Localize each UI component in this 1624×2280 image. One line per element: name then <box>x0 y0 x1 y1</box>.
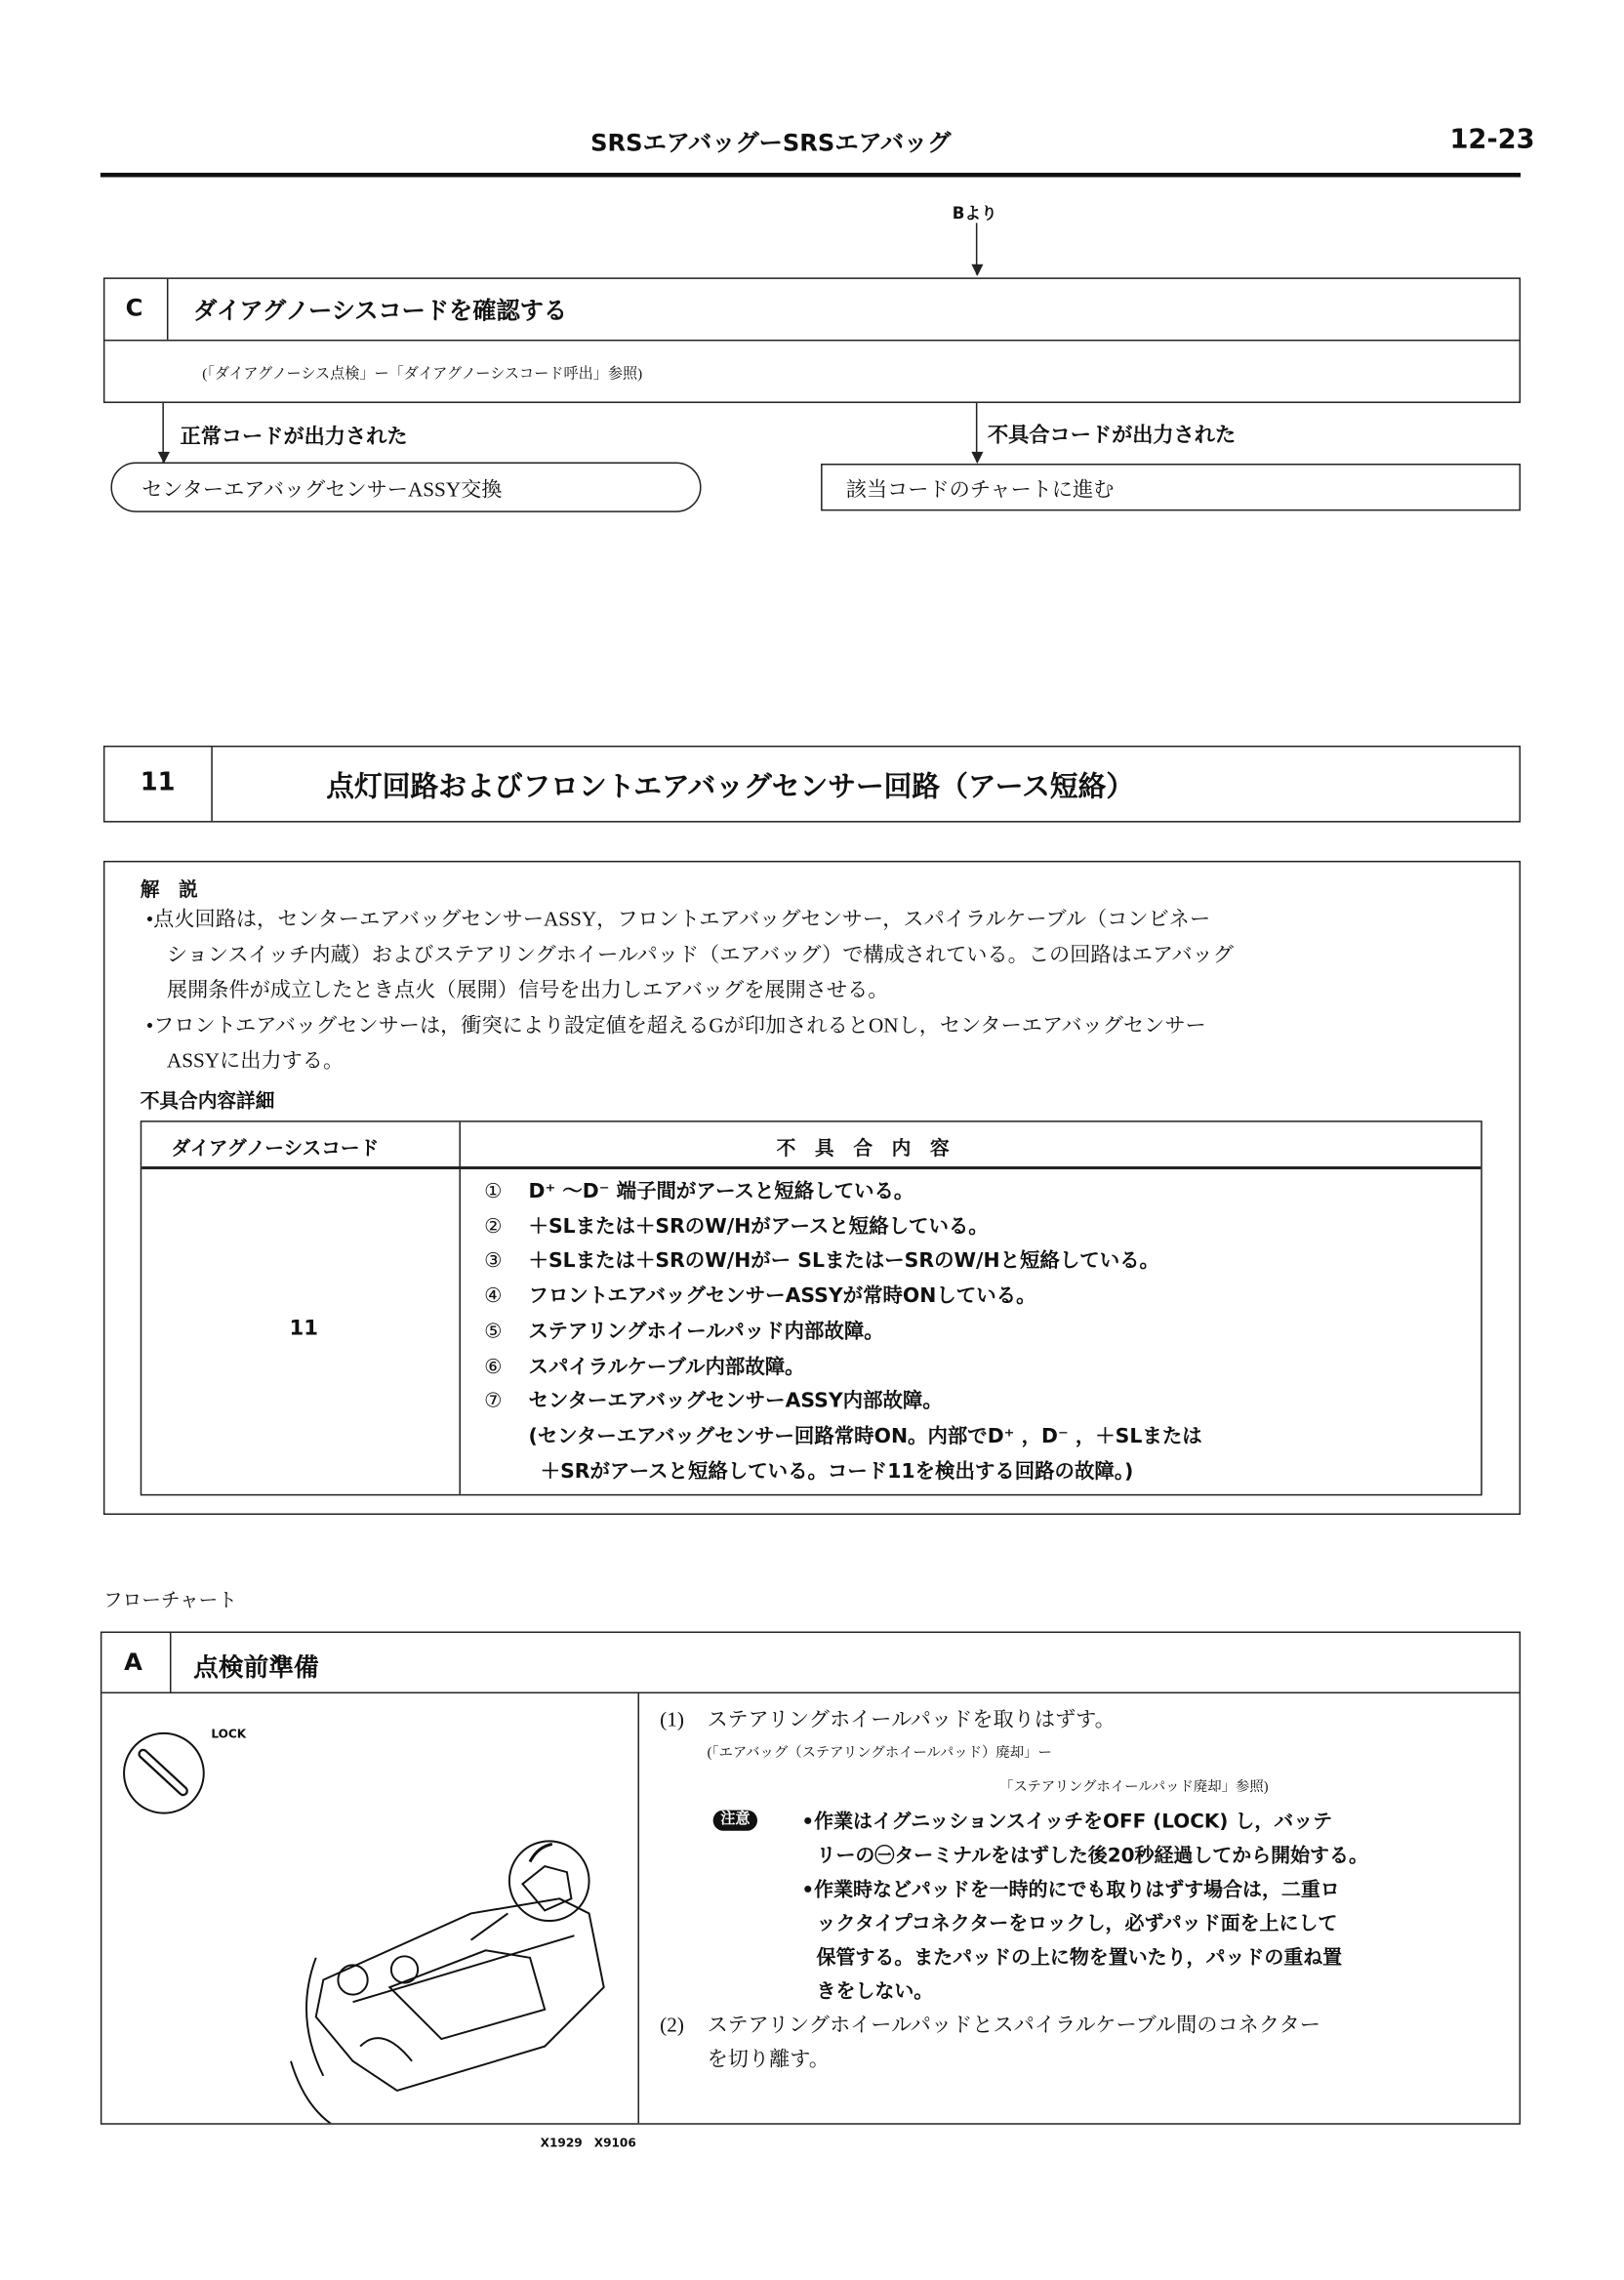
step-letter: C <box>125 294 143 322</box>
caution-line: •作業時などパッドを一時的にでも取りはずす場合は，二重ロ <box>801 1879 1340 1902</box>
steering-pad-illustration <box>102 1692 636 2124</box>
divider <box>637 1692 639 2124</box>
header-divider <box>142 1166 1481 1169</box>
table-header-code: ダイアグノーシスコード <box>171 1138 380 1160</box>
page-header-title: SRSエアバッグーSRSエアバッグ <box>590 128 952 157</box>
fault-item: ⑦ センターエアバッグセンサーASSY内部故障。 <box>484 1389 943 1413</box>
detail-heading: 不具合内容詳細 <box>140 1090 275 1114</box>
step-a-box <box>101 1632 1521 2125</box>
arrow-down-icon <box>162 403 164 463</box>
fault-list <box>484 1175 1202 1490</box>
branch-fault-label: 不具合コードが出力された <box>987 424 1237 448</box>
result-replace-sensor <box>110 462 701 511</box>
branch-normal-label: 正常コードが出力された <box>180 425 408 449</box>
header-rule <box>101 173 1521 178</box>
section-code: 11 <box>140 767 176 797</box>
bullet-line: ASSYに出力する。 <box>166 1051 345 1074</box>
bullet-line: ションスイッチ内蔵）およびステアリングホイールパッド（エアバッグ）で構成されている。この回路はエアバッグ <box>166 945 1234 967</box>
divider <box>167 279 169 340</box>
lock-label: LOCK <box>211 1727 247 1741</box>
section-title: 点灯回路およびフロントエアバッグセンサー回路（アース短絡） <box>326 770 1135 803</box>
fault-item: ⑥ スパイラルケーブル内部故障。 <box>484 1354 805 1379</box>
flowchart-label: フローチャート <box>102 1588 237 1611</box>
result-text: センターエアバッグセンサーASSY交換 <box>142 479 503 503</box>
caution-badge: 注意 <box>713 1811 757 1831</box>
table-header-detail: 不 具 合 内 容 <box>776 1138 950 1160</box>
step-instructions <box>660 1704 1368 2078</box>
step-letter: A <box>124 1648 142 1676</box>
caution-line: きをしない。 <box>816 1981 934 2004</box>
caution-line: 保管する。またパッドの上に物を置いたり，パッドの重ね置 <box>816 1947 1343 1970</box>
bullet-line: •点火回路は，センターエアバッグセンサーASSY，フロントエアバッグセンサー，スパイラルケーブル（コンビネー <box>145 909 1211 932</box>
fault-item: ① D⁺ ～D⁻ 端子間がアースと短絡している。 <box>484 1179 914 1203</box>
divider <box>211 747 213 821</box>
fault-item: ② ＋SLまたは＋SRのW/Hがアースと短絡している。 <box>484 1214 989 1239</box>
section-title-box <box>103 746 1521 823</box>
step-c-box <box>103 277 1521 403</box>
figure-ids: X1929 X9106 <box>540 2136 636 2150</box>
bullet-line: 展開条件が成立したとき点火（展開）信号を出力しエアバッグを展開させる。 <box>166 980 889 1003</box>
fault-item: ③ ＋SLまたは＋SRのW/Hがー SLまたはーSRのW/Hと短絡している。 <box>484 1249 1159 1274</box>
reference-text: (「ダイアグノーシス点検」ー「ダイアグノーシスコード呼出」参照) <box>202 366 643 383</box>
description-bullets <box>146 904 1234 1081</box>
fault-note-line: ＋SRがアースと短絡している。コード11を検出する回路の故障。) <box>540 1459 1134 1484</box>
result-go-to-chart <box>821 464 1521 510</box>
step-1-ref: 「ステアリングホイールパッド廃却」参照) <box>999 1780 1269 1796</box>
caution-line: ックタイプコネクターをロックし，必ずパッド面を上にして <box>816 1913 1338 1936</box>
divider <box>170 1633 172 1692</box>
description-heading: 解 説 <box>140 879 198 903</box>
bullet-line: •フロントエアバッグセンサーは，衝突により設定値を超えるGが印加されるとONし，センターエアバッグセンサー <box>145 1015 1206 1038</box>
caution-line: •作業はイグニッションスイッチをOFF (LOCK) し，バッテ <box>801 1812 1333 1834</box>
caution-line: リーの㊀ターミナルをはずした後20秒経過してから開始する。 <box>816 1845 1368 1868</box>
step-2-line: を切り離す。 <box>707 2049 830 2072</box>
column-divider <box>459 1122 461 1494</box>
caution-block <box>660 1806 1368 2010</box>
step-title: ダイアグノーシスコードを確認する <box>193 297 568 325</box>
fault-table <box>141 1120 1482 1495</box>
from-b-label: Bより <box>952 203 997 224</box>
fault-note-line: (センターエアバッグセンサー回路常時ON。内部でD⁺ ，D⁻ ，＋SLまたは <box>528 1424 1202 1448</box>
step-1: (1) ステアリングホイールパッドを取りはずす。 <box>660 1709 1116 1732</box>
step-1-ref: (「エアバッグ（ステアリングホイールパッド）廃却」ー <box>707 1746 1052 1762</box>
arrow-down-icon <box>976 223 978 274</box>
page-number: 12-23 <box>1449 124 1535 155</box>
result-text: 該当コードのチャートに進む <box>845 479 1115 503</box>
fault-item: ⑤ ステアリングホイールパッド内部故障。 <box>484 1320 884 1344</box>
divider <box>104 340 1519 342</box>
table-cell-code: 11 <box>289 1317 318 1341</box>
arrow-down-icon <box>976 403 978 463</box>
step-title: 点検前準備 <box>193 1653 319 1684</box>
description-box <box>103 861 1521 1515</box>
fault-item: ④ フロントエアバッグセンサーASSYが常時ONしている。 <box>484 1284 1036 1309</box>
step-2: (2) ステアリングホイールパッドとスパイラルケーブル間のコネクター <box>660 2015 1320 2038</box>
